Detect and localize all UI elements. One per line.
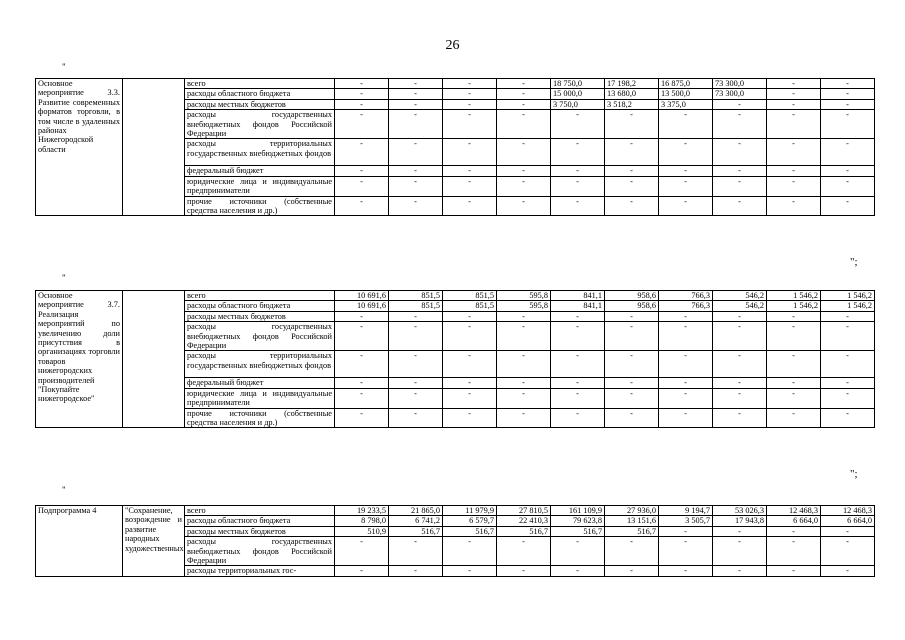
amount-cell: 851,5 xyxy=(443,301,497,311)
amount-cell: 22 410,3 xyxy=(497,516,551,526)
amount-cell: - xyxy=(659,408,713,428)
amount-cell: - xyxy=(389,351,443,378)
amount-cell: - xyxy=(605,176,659,196)
funding-source-cell: расходы государственных внебюджетных фондов Российской Федерации xyxy=(185,322,335,351)
amount-cell: - xyxy=(443,322,497,351)
amount-cell: - xyxy=(605,537,659,566)
amount-cell: 6 664,0 xyxy=(821,516,875,526)
amount-cell: - xyxy=(335,351,389,378)
amount-cell: - xyxy=(497,139,551,166)
amount-cell: 1 546,2 xyxy=(767,301,821,311)
amount-cell: - xyxy=(767,388,821,408)
amount-cell: - xyxy=(389,196,443,216)
amount-cell: 15 000,0 xyxy=(551,89,605,99)
amount-cell: - xyxy=(389,311,443,321)
amount-cell: - xyxy=(551,351,605,378)
amount-cell: 510,9 xyxy=(335,526,389,536)
table-row xyxy=(36,506,875,516)
amount-cell: - xyxy=(389,378,443,388)
amount-cell: 73 300,0 xyxy=(713,89,767,99)
amount-cell: - xyxy=(821,378,875,388)
amount-cell: - xyxy=(551,139,605,166)
amount-cell: 21 865,0 xyxy=(389,506,443,516)
funding-source-cell: расходы местных бюджетов xyxy=(185,99,335,109)
amount-cell: - xyxy=(605,110,659,139)
amount-cell: - xyxy=(767,176,821,196)
amount-cell: - xyxy=(551,166,605,176)
funding-source-cell: расходы государственных внебюджетных фондов Российской Федерации xyxy=(185,537,335,566)
funding-source-cell: расходы территориальных гос- xyxy=(185,566,335,576)
amount-cell: 766,3 xyxy=(659,301,713,311)
amount-cell: - xyxy=(659,322,713,351)
amount-cell: - xyxy=(497,99,551,109)
amount-cell: 27 936,0 xyxy=(605,506,659,516)
amount-cell: - xyxy=(713,408,767,428)
amount-cell: - xyxy=(821,351,875,378)
amount-cell: 546,2 xyxy=(713,291,767,301)
amount-cell: 161 109,9 xyxy=(551,506,605,516)
amount-cell: 12 468,3 xyxy=(821,506,875,516)
amount-cell: - xyxy=(713,110,767,139)
amount-cell: 16 875,0 xyxy=(659,79,713,89)
amount-cell: - xyxy=(605,322,659,351)
amount-cell: 595,8 xyxy=(497,291,551,301)
amount-cell: - xyxy=(767,79,821,89)
amount-cell: - xyxy=(605,566,659,576)
amount-cell: - xyxy=(443,176,497,196)
table-row xyxy=(36,79,875,89)
funding-source-cell: федеральный бюджет xyxy=(185,378,335,388)
amount-cell: - xyxy=(443,99,497,109)
amount-cell: - xyxy=(713,388,767,408)
funding-source-cell: всего xyxy=(185,506,335,516)
amount-cell: - xyxy=(767,322,821,351)
amount-cell: - xyxy=(443,378,497,388)
amount-cell: - xyxy=(713,351,767,378)
amount-cell: 595,8 xyxy=(497,301,551,311)
amount-cell: 958,6 xyxy=(605,291,659,301)
amount-cell: - xyxy=(443,196,497,216)
amount-cell: - xyxy=(443,311,497,321)
amount-cell: - xyxy=(659,110,713,139)
amount-cell: 1 546,2 xyxy=(821,291,875,301)
amount-cell: - xyxy=(335,388,389,408)
amount-cell: - xyxy=(497,408,551,428)
amount-cell: - xyxy=(659,196,713,216)
funding-source-cell: всего xyxy=(185,79,335,89)
amount-cell: - xyxy=(767,537,821,566)
amount-cell: - xyxy=(767,89,821,99)
amount-cell: 841,1 xyxy=(551,291,605,301)
amount-cell: - xyxy=(821,89,875,99)
amount-cell: - xyxy=(389,566,443,576)
amount-cell: - xyxy=(659,388,713,408)
amount-cell: 10 691,6 xyxy=(335,301,389,311)
amount-cell: 851,5 xyxy=(443,291,497,301)
amount-cell: - xyxy=(659,378,713,388)
amount-cell: - xyxy=(767,526,821,536)
amount-cell: - xyxy=(335,79,389,89)
amount-cell: - xyxy=(551,311,605,321)
amount-cell: - xyxy=(443,166,497,176)
amount-cell: - xyxy=(389,408,443,428)
amount-cell: - xyxy=(551,110,605,139)
amount-cell: 17 943,8 xyxy=(713,516,767,526)
amount-cell: 851,5 xyxy=(389,291,443,301)
amount-cell: - xyxy=(389,89,443,99)
opening-quote: " xyxy=(62,485,66,495)
funding-source-cell: расходы областного бюджета xyxy=(185,301,335,311)
amount-cell: - xyxy=(713,99,767,109)
budget-table-measure-3-3 xyxy=(35,78,875,216)
amount-cell: - xyxy=(605,139,659,166)
amount-cell: - xyxy=(497,351,551,378)
funding-source-cell: расходы территориальных государственных внебюджетных фондов xyxy=(185,139,335,166)
amount-cell: - xyxy=(767,378,821,388)
amount-cell: 18 750,0 xyxy=(551,79,605,89)
funding-source-cell: федеральный бюджет xyxy=(185,166,335,176)
amount-cell: 73 300,0 xyxy=(713,79,767,89)
amount-cell: 6 579,7 xyxy=(443,516,497,526)
amount-cell: - xyxy=(443,351,497,378)
amount-cell: 8 798,0 xyxy=(335,516,389,526)
amount-cell: 27 810,5 xyxy=(497,506,551,516)
funding-source-cell: расходы государственных внебюджетных фондов Российской Федерации xyxy=(185,110,335,139)
amount-cell: - xyxy=(767,196,821,216)
amount-cell: - xyxy=(443,110,497,139)
amount-cell: - xyxy=(551,408,605,428)
amount-cell: - xyxy=(767,110,821,139)
amount-cell: - xyxy=(659,176,713,196)
amount-cell: - xyxy=(821,176,875,196)
amount-cell: 3 375,0 xyxy=(659,99,713,109)
amount-cell: - xyxy=(605,351,659,378)
budget-table-measure-3-7 xyxy=(35,290,875,428)
amount-cell: - xyxy=(335,110,389,139)
amount-cell: - xyxy=(551,196,605,216)
amount-cell: - xyxy=(335,378,389,388)
amount-cell: - xyxy=(659,166,713,176)
amount-cell: - xyxy=(659,139,713,166)
amount-cell: 13 500,0 xyxy=(659,89,713,99)
amount-cell: - xyxy=(821,322,875,351)
amount-cell: - xyxy=(389,99,443,109)
amount-cell: - xyxy=(497,79,551,89)
amount-cell: - xyxy=(497,110,551,139)
amount-cell: 6 741,2 xyxy=(389,516,443,526)
amount-cell: - xyxy=(443,537,497,566)
measure-name-cell: Подпрограмма 4 xyxy=(36,506,123,577)
amount-cell: - xyxy=(767,351,821,378)
amount-cell: - xyxy=(335,566,389,576)
amount-cell: - xyxy=(389,166,443,176)
amount-cell: - xyxy=(335,139,389,166)
amount-cell: - xyxy=(605,388,659,408)
amount-cell: 6 664,0 xyxy=(767,516,821,526)
amount-cell: - xyxy=(767,139,821,166)
amount-cell: 12 468,3 xyxy=(767,506,821,516)
amount-cell: 766,3 xyxy=(659,291,713,301)
amount-cell: 13 680,0 xyxy=(605,89,659,99)
amount-cell: - xyxy=(497,322,551,351)
measure-name-cell: Основное мероприятие 3.7. Реализация мероприятий по увеличению доли присутствия в организациях торговли товаров нижегородских производителей "Покупайте нижегородское" xyxy=(36,291,123,428)
amount-cell: - xyxy=(821,196,875,216)
amount-cell: - xyxy=(389,110,443,139)
amount-cell: - xyxy=(497,378,551,388)
amount-cell: 516,7 xyxy=(443,526,497,536)
amount-cell: - xyxy=(767,166,821,176)
amount-cell: - xyxy=(497,388,551,408)
amount-cell: - xyxy=(335,166,389,176)
amount-cell: 516,7 xyxy=(497,526,551,536)
amount-cell: 53 026,3 xyxy=(713,506,767,516)
amount-cell: - xyxy=(335,537,389,566)
amount-cell: - xyxy=(713,196,767,216)
page-number: 26 xyxy=(445,38,460,53)
amount-cell: - xyxy=(605,378,659,388)
amount-cell: - xyxy=(713,322,767,351)
amount-cell: 851,5 xyxy=(389,301,443,311)
amount-cell: 516,7 xyxy=(551,526,605,536)
amount-cell: - xyxy=(605,166,659,176)
executor-cell xyxy=(123,79,185,216)
amount-cell: 516,7 xyxy=(605,526,659,536)
amount-cell: - xyxy=(713,311,767,321)
amount-cell: - xyxy=(713,139,767,166)
measure-name-cell: Основное мероприятие 3.3. Развитие современных форматов торговли, в том числе в удаленных районах Нижегородской области xyxy=(36,79,123,216)
amount-cell: - xyxy=(605,408,659,428)
amount-cell: - xyxy=(443,388,497,408)
amount-cell: - xyxy=(335,176,389,196)
executor-cell: "Сохранение, возрождение и развитие народных художественных xyxy=(123,506,185,577)
amount-cell: - xyxy=(389,322,443,351)
funding-source-cell: прочие источники (собственные средства населения и др.) xyxy=(185,196,335,216)
amount-cell: 79 623,8 xyxy=(551,516,605,526)
amount-cell: - xyxy=(443,89,497,99)
amount-cell: - xyxy=(443,79,497,89)
amount-cell: - xyxy=(551,537,605,566)
amount-cell: - xyxy=(335,99,389,109)
amount-cell: - xyxy=(821,110,875,139)
amount-cell: - xyxy=(821,566,875,576)
amount-cell: - xyxy=(821,139,875,166)
amount-cell: 9 194,7 xyxy=(659,506,713,516)
opening-quote: " xyxy=(62,62,66,72)
amount-cell: - xyxy=(659,311,713,321)
amount-cell: - xyxy=(389,139,443,166)
amount-cell: 3 518,2 xyxy=(605,99,659,109)
amount-cell: - xyxy=(443,408,497,428)
amount-cell: - xyxy=(821,166,875,176)
amount-cell: - xyxy=(335,322,389,351)
funding-source-cell: расходы местных бюджетов xyxy=(185,311,335,321)
amount-cell: - xyxy=(335,89,389,99)
amount-cell: - xyxy=(497,166,551,176)
funding-source-cell: прочие источники (собственные средства населения и др.) xyxy=(185,408,335,428)
amount-cell: - xyxy=(497,176,551,196)
amount-cell: 516,7 xyxy=(389,526,443,536)
amount-cell: 3 505,7 xyxy=(659,516,713,526)
amount-cell: - xyxy=(497,566,551,576)
amount-cell: - xyxy=(389,176,443,196)
amount-cell: - xyxy=(713,526,767,536)
amount-cell: - xyxy=(767,99,821,109)
amount-cell: - xyxy=(551,566,605,576)
amount-cell: 1 546,2 xyxy=(821,301,875,311)
amount-cell: - xyxy=(551,322,605,351)
opening-quote: " xyxy=(62,273,66,283)
amount-cell: - xyxy=(821,408,875,428)
funding-source-cell: расходы территориальных государственных внебюджетных фондов xyxy=(185,351,335,378)
funding-source-cell: расходы местных бюджетов xyxy=(185,526,335,536)
amount-cell: - xyxy=(497,89,551,99)
amount-cell: - xyxy=(713,537,767,566)
amount-cell: - xyxy=(605,196,659,216)
amount-cell: 11 979,9 xyxy=(443,506,497,516)
funding-source-cell: юридические лица и индивидуальные предприниматели xyxy=(185,388,335,408)
amount-cell: - xyxy=(821,311,875,321)
amount-cell: - xyxy=(821,526,875,536)
amount-cell: 841,1 xyxy=(551,301,605,311)
amount-cell: - xyxy=(713,166,767,176)
closing-quote: "; xyxy=(850,256,858,268)
amount-cell: - xyxy=(551,388,605,408)
amount-cell: 958,6 xyxy=(605,301,659,311)
funding-source-cell: расходы областного бюджета xyxy=(185,516,335,526)
funding-source-cell: всего xyxy=(185,291,335,301)
funding-source-cell: расходы областного бюджета xyxy=(185,89,335,99)
amount-cell: 17 198,2 xyxy=(605,79,659,89)
amount-cell: - xyxy=(335,408,389,428)
amount-cell: - xyxy=(767,566,821,576)
amount-cell: - xyxy=(659,537,713,566)
amount-cell: - xyxy=(497,196,551,216)
amount-cell: - xyxy=(767,408,821,428)
amount-cell: - xyxy=(443,566,497,576)
amount-cell: - xyxy=(713,176,767,196)
amount-cell: 10 691,6 xyxy=(335,291,389,301)
closing-quote: "; xyxy=(850,468,858,480)
amount-cell: - xyxy=(659,566,713,576)
amount-cell: - xyxy=(713,566,767,576)
amount-cell: - xyxy=(659,526,713,536)
amount-cell: - xyxy=(551,378,605,388)
amount-cell: - xyxy=(389,537,443,566)
amount-cell: 546,2 xyxy=(713,301,767,311)
amount-cell: - xyxy=(821,537,875,566)
amount-cell: - xyxy=(605,311,659,321)
amount-cell: - xyxy=(659,351,713,378)
amount-cell: 3 750,0 xyxy=(551,99,605,109)
amount-cell: - xyxy=(389,388,443,408)
amount-cell: - xyxy=(497,537,551,566)
amount-cell: - xyxy=(335,196,389,216)
funding-source-cell: юридические лица и индивидуальные предприниматели xyxy=(185,176,335,196)
amount-cell: 19 233,5 xyxy=(335,506,389,516)
amount-cell: 13 151,6 xyxy=(605,516,659,526)
amount-cell: - xyxy=(821,99,875,109)
table-row xyxy=(36,291,875,301)
amount-cell: - xyxy=(821,388,875,408)
amount-cell: - xyxy=(497,311,551,321)
amount-cell: - xyxy=(551,176,605,196)
amount-cell: - xyxy=(335,311,389,321)
amount-cell: - xyxy=(443,139,497,166)
amount-cell: - xyxy=(767,311,821,321)
amount-cell: - xyxy=(713,378,767,388)
amount-cell: - xyxy=(821,79,875,89)
amount-cell: - xyxy=(389,79,443,89)
executor-cell xyxy=(123,291,185,428)
budget-table-subprogram-4 xyxy=(35,505,875,577)
amount-cell: 1 546,2 xyxy=(767,291,821,301)
